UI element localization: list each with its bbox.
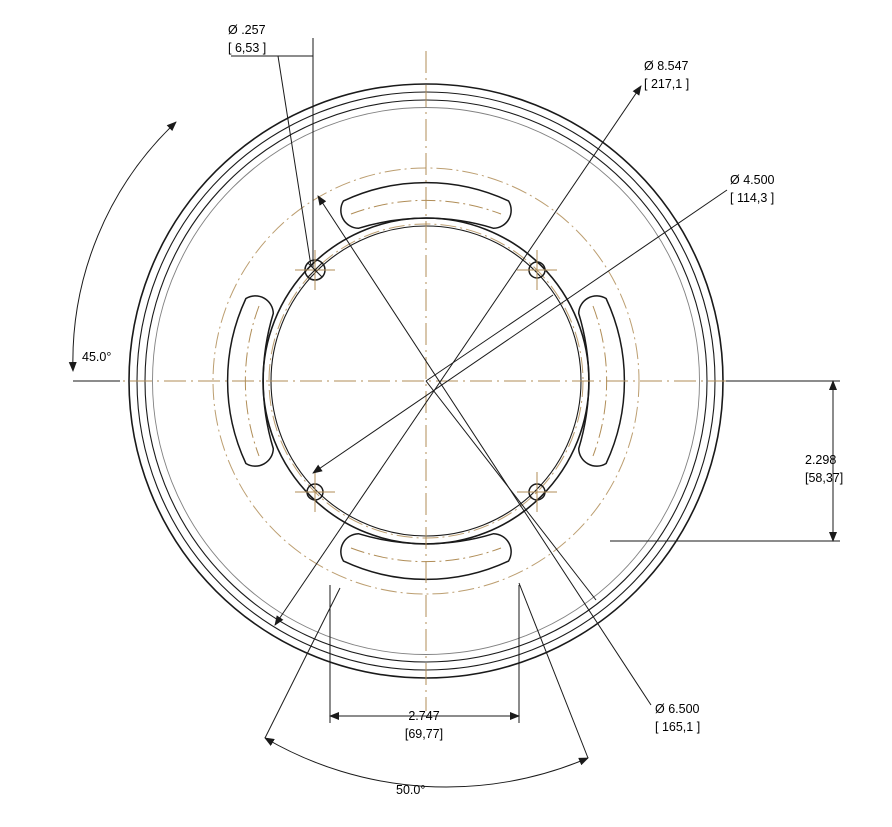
dim-label-2747-mm: [69,77] (404, 727, 444, 741)
leader-dia-8547 (275, 86, 641, 625)
dim-label-dia-8547-mm: [ 217,1 ] (644, 77, 690, 91)
leader-dia-257 (231, 38, 313, 268)
leader-line-group (231, 38, 727, 705)
angular-dim-50-ext-right (519, 583, 588, 758)
dim-label-2298-in: 2.298 (805, 453, 837, 467)
bolt-hole-lower-left-center-cross (295, 472, 335, 512)
dim-label-dia-4500: Ø 4.500 (730, 173, 775, 187)
dim-label-2298-mm: [58,37] (805, 471, 844, 485)
dim-label-dia-6500-mm: [ 165,1 ] (655, 720, 701, 734)
dim-label-dia-257: Ø .257 (228, 23, 266, 37)
center-converge-2 (426, 381, 596, 600)
dim-label-angle-45: 45.0° (82, 350, 112, 364)
dim-label-2747-in: 2.747 (408, 709, 440, 723)
dimension-text-group (82, 23, 843, 797)
dim-label-angle-50: 50.0° (396, 783, 426, 797)
angular-dim-50-ext-left (265, 588, 340, 738)
dim-label-dia-8547: Ø 8.547 (644, 59, 689, 73)
dim-label-dia-4500-mm: [ 114,3 ] (730, 191, 775, 205)
dim-label-dia-257-mm: [ 6,53 ] (228, 41, 267, 55)
angular-dim-45-group (73, 122, 176, 381)
leader-dia-6500 (318, 196, 651, 705)
angular-dim-50-arc (265, 738, 588, 787)
center-converge-1 (426, 295, 553, 381)
leader-dia-257-b (278, 56, 311, 266)
dim-label-dia-6500: Ø 6.500 (655, 702, 700, 716)
bolt-hole-upper-right-center-cross (517, 250, 557, 290)
